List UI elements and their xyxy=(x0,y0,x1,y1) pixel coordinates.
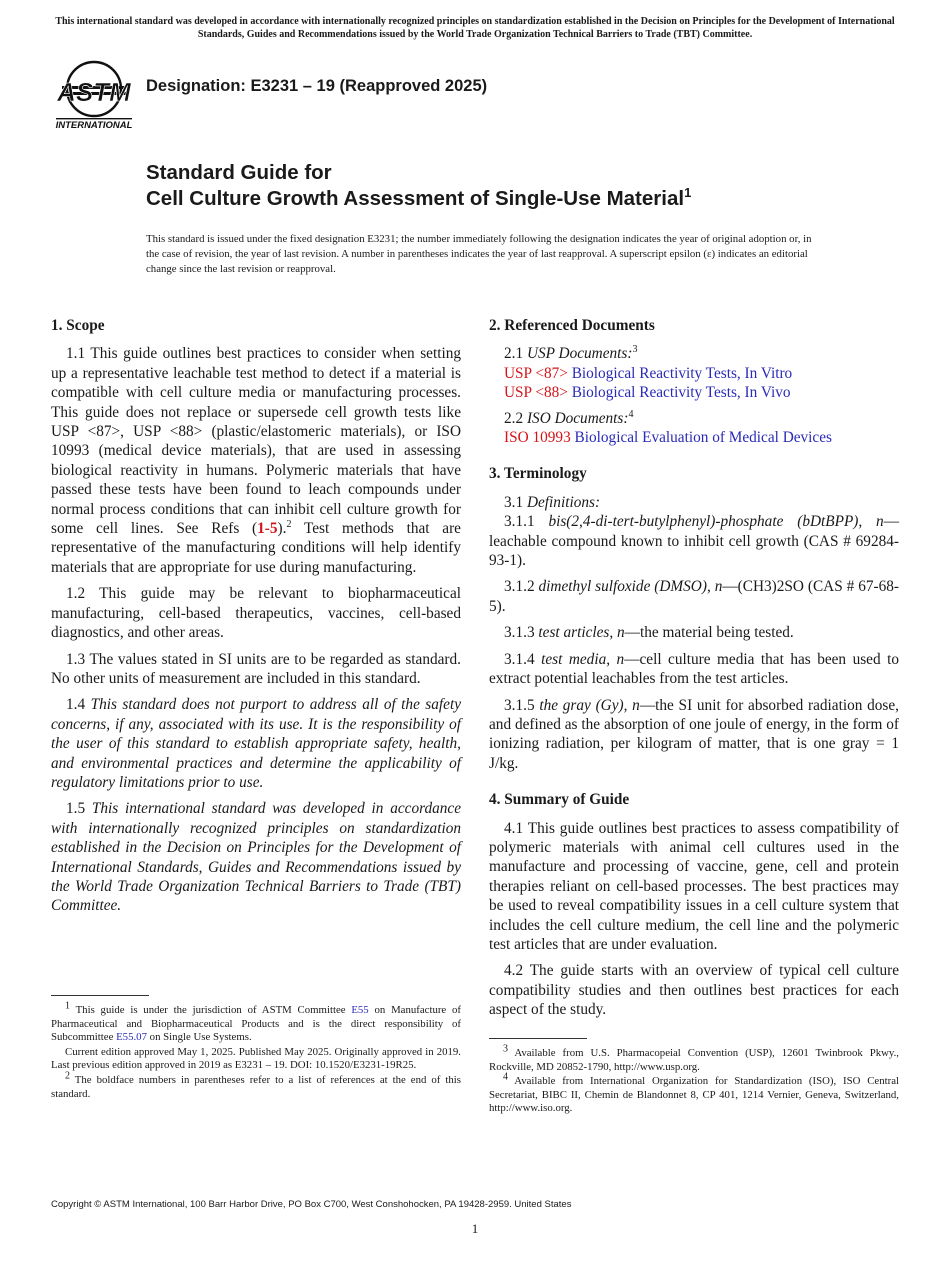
footnote-marker-3: 3 xyxy=(632,344,638,356)
footnote-edition: Current edition approved May 1, 2025. Published May 2025. Originally approved in 2019. Last previous edition approved in 2019 as E3231 – 19. DOI: 10.1520/E3231-19R25. xyxy=(51,1045,461,1072)
term-3-1-1: 3.1.1 bis(2,4-di-tert-butylphenyl)-phosphate (bDtBPP), n—leachable compound known to inhibit cell growth (CAS # 69284-93-1). xyxy=(489,513,899,570)
footnote-1: $^1$ This guide is under the jurisdiction of ASTM Committee E55 on Manufacture of Pharmaceutical and Biopharmaceutical Products and is the direct responsibility of Subcommittee E55.07 on Single Use Systems. xyxy=(51,1000,462,1044)
section-terminology-heading: 3. Terminology xyxy=(489,465,587,483)
term-3-1-2: 3.1.2 dimethyl sulfoxide (DMSO), n—(CH3)2SO (CAS # 67-68-5). xyxy=(489,578,900,615)
ref-link-1-5[interactable]: 1-5 xyxy=(257,520,278,538)
title-line-2 xyxy=(146,186,691,212)
section-summary-heading: 4. Summary of Guide xyxy=(489,791,630,809)
footnote-divider-right xyxy=(489,1038,587,1039)
link-e55[interactable]: E55 xyxy=(351,1004,369,1016)
footnote-3: $^3$ Available from U.S. Pharmacopeial Convention (USP), 12601 Twinbrook Pkwy., Rockville, MD 20852-1790, http://www.usp.org. xyxy=(489,1043,899,1073)
link-e55-07[interactable]: E55.07 xyxy=(116,1031,147,1044)
astm-logo xyxy=(52,56,136,134)
ref-usp-88[interactable]: USP <88> Biological Reactivity Tests, In Vivo xyxy=(504,384,791,402)
footnote-divider-left xyxy=(51,995,149,996)
section-referenced-heading: 2. Referenced Documents xyxy=(489,317,655,334)
ref-usp-87[interactable]: USP <87> Biological Reactivity Tests, In Vitro xyxy=(504,364,793,382)
left-column xyxy=(51,316,461,923)
footnote-4: $^4$ Available from International Organization for Standardization (ISO), ISO Central Secretariat, BIBC II, Chemin de Blandonnet 8, CP 401, 1214 Vernier, Geneva, Switzerland, http://www.iso.org. xyxy=(489,1071,899,1115)
footnote-marker-4: 4 xyxy=(628,408,634,420)
para-1-5: 1.5 This international standard was developed in accordance with internationally recognized principles on standardization established in the Decision on Principles for the Development of International Standards, Guides and Recommendations issued by the World Trade Organization Technical Barriers to Trade (TBT) Committee. xyxy=(51,800,461,915)
section-scope-heading: 1. Scope xyxy=(51,317,105,334)
term-3-1-5: 3.1.5 the gray (Gy), n—the SI unit for absorbed radiation dose, and defined as the absorption of one joule of energy, in the form of ionizing radiation, per kilogram of matter, that is one gray = 1 J/kg. xyxy=(489,696,899,772)
para-3-1: 3.1 Definitions: xyxy=(504,493,601,511)
page-title xyxy=(146,160,691,212)
para-2-1: 2.1 USP Documents:$^3$ xyxy=(504,344,638,363)
term-3-1-3: 3.1.3 test articles, n—the material being tested. xyxy=(504,624,794,642)
footnotes-right xyxy=(489,1043,899,1117)
page-number: 1 xyxy=(471,1221,479,1236)
wto-notice: This international standard was developed in accordance with internationally recognized principles on standardization established in the Decision on Principles for the Development of International Standards, Guides and Recommendations issued by the World Trade Organization Technical Barriers to Trade (TBT) Committee. xyxy=(55,16,895,40)
title-line-1: Standard Guide for xyxy=(146,161,332,184)
para-1-1: 1.1 This guide outlines best practices to consider when setting up a representative leachable test method to detect if a material is compatible with cell culture media or manufacturing processes. This guide does not replace or supersede cell growth tests like USP <87>, USP <88> (plastic/elastomeric materials), or ISO 10993 (medical device materials), that are used in assessing biological reactivity in humans. Polymeric materials that have passed these tests have been found to leach compounds under normal process conditions that can inhibit cell culture growth for some cell lines. See Refs (1-5).$^2$ Test methods that are representative of the manufacturing conditions will help identify materials that are appropriate for use during manufacturing. xyxy=(51,345,461,576)
logo-text: ASTM xyxy=(57,77,131,107)
para-4-2: 4.2 The guide starts with an overview of typical cell culture compatibility studies and then outlines best practices for each aspect of the study. xyxy=(489,962,899,1019)
ref-iso-10993[interactable]: ISO 10993 Biological Evaluation of Medical Devices xyxy=(504,429,832,447)
title-main: Cell Culture Growth Assessment of Single-Use Material xyxy=(146,187,685,210)
logo-subtext: INTERNATIONAL xyxy=(55,120,133,131)
para-1-4: 1.4 This standard does not purport to address all of the safety concerns, if any, associated with its use. It is the responsibility of the user of this standard to establish appropriate safety, health, and environmental practices and determine the applicability of regulatory limitations prior to use. xyxy=(51,696,461,791)
para-1-2: 1.2 This guide may be relevant to biopharmaceutical manufacturing, cell-based therapeutics, vaccines, cell-based diagnostics, and other areas. xyxy=(51,585,461,642)
footnote-2: $^2$ The boldface numbers in parentheses refer to a list of references at the end of this standard. xyxy=(51,1070,461,1100)
right-column xyxy=(489,316,899,1027)
designation: Designation: E3231 – 19 (Reapproved 2025) xyxy=(146,77,488,95)
para-1-3: 1.3 The values stated in SI units are to be regarded as standard. No other units of measurement are included in this standard. xyxy=(51,650,461,687)
footnotes-left xyxy=(51,1000,462,1102)
footnote-marker-2: 2 xyxy=(286,518,292,530)
title-footnote-marker: 1 xyxy=(684,185,692,201)
copyright-line: Copyright © ASTM International, 100 Barr Harbor Drive, PO Box C700, West Conshohocken, PA 19428-2959. United States xyxy=(51,1199,572,1210)
para-4-1: 4.1 This guide outlines best practices to assess compatibility of polymeric materials with animal cell cultures used in the manufacture and processing of vaccine, gene, cell and protein therapies reliant on cell-based processes. The best practices may be used to reveal compatibility issues in a cell culture system that includes the cell culture medium, the cell line and the polymeric test articles that are under evaluation. xyxy=(489,819,899,953)
issuance-statement: This standard is issued under the fixed designation E3231; the number immediately following the designation indicates the year of original adoption or, in the case of revision, the year of last revision. A number in parentheses indicates the year of last reapproval. A superscript epsilon (ε) indicates an editorial change since the last revision or reapproval. xyxy=(146,233,812,275)
term-3-1-4: 3.1.4 test media, n—cell culture media that has been used to extract potential leachables from the test articles. xyxy=(489,650,900,688)
para-2-2: 2.2 ISO Documents:$^4$ xyxy=(504,408,634,427)
